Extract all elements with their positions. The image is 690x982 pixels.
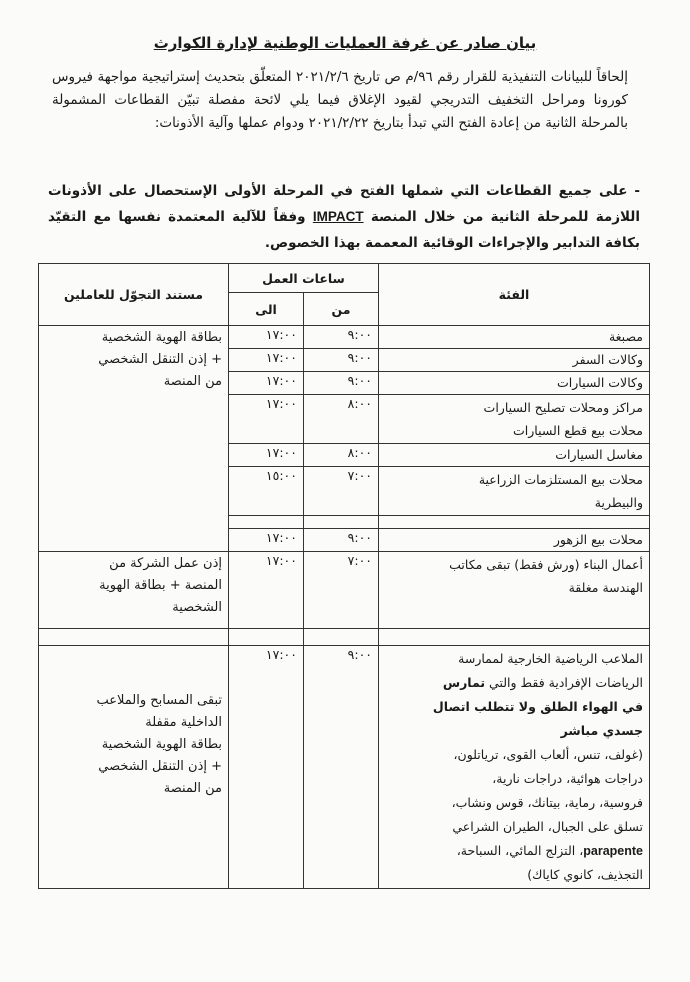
spacer-cell bbox=[304, 629, 379, 646]
table-row-sports bbox=[39, 646, 650, 889]
document-line: بطاقة الهوية الشخصية bbox=[101, 330, 222, 345]
document-line: المنصة + بطاقة الهوية bbox=[99, 578, 222, 593]
row-to-time: ١٧:٠٠ bbox=[229, 372, 304, 395]
spacer-cell bbox=[379, 629, 650, 646]
row-category bbox=[379, 395, 650, 444]
category-line: محلات بيع قطع السيارات bbox=[513, 423, 643, 438]
construction-document bbox=[39, 552, 229, 629]
impact-platform-name: IMPACT bbox=[312, 209, 364, 224]
sectors-table bbox=[38, 263, 650, 889]
header-from: من bbox=[304, 293, 379, 326]
spacer-cell bbox=[379, 516, 650, 529]
table-row bbox=[39, 326, 650, 349]
row-from-time: ٨:٠٠ bbox=[304, 444, 379, 467]
category-line: محلات بيع المستلزمات الزراعية bbox=[478, 472, 643, 487]
category-text: ، التزلج المائي، السباحة، bbox=[456, 843, 584, 858]
row-category bbox=[379, 467, 650, 516]
header-work-hours: ساعات العمل bbox=[229, 264, 379, 293]
group1-document bbox=[39, 326, 229, 552]
category-line: دراجات هوائية، دراجات نارية، bbox=[492, 771, 643, 786]
row-category: محلات بيع الزهور bbox=[379, 529, 650, 552]
row-category bbox=[379, 646, 650, 889]
table-row-spacer bbox=[39, 629, 650, 646]
document-line: + إذن التنقل الشخصي bbox=[98, 352, 222, 367]
category-line: الملاعب الرياضية الخارجية لممارسة bbox=[458, 651, 643, 666]
spacer-cell bbox=[304, 516, 379, 529]
row-from-time: ٩:٠٠ bbox=[304, 326, 379, 349]
category-text: الرياضات الإفرادية فقط والتي bbox=[489, 675, 643, 690]
document-line: إذن عمل الشركة من bbox=[109, 556, 222, 571]
category-line bbox=[385, 671, 643, 695]
row-category: وكالات السفر bbox=[379, 349, 650, 372]
document-line: من المنصة bbox=[163, 374, 222, 389]
category-line: التجذيف، كانوي كاياك) bbox=[527, 867, 643, 882]
category-line: مراكز ومحلات تصليح السيارات bbox=[483, 400, 643, 415]
category-emphasis: جسدي مباشر bbox=[560, 723, 643, 738]
notice-text-before: - على جميع القطاعات التي شملها الفتح في المرحلة الأولى الإستحصال على الأذونات اللازمة للمرحلة الثانية من خلال المنصة bbox=[48, 183, 640, 225]
row-to-time: ١٧:٠٠ bbox=[229, 395, 304, 444]
notice-text-after: وفقاً للآلية المعتمدة نفسها مع التقيّد بكافة التدابير والإجراءات الوقائية المعممة بهذا الخصوص. bbox=[48, 209, 640, 251]
row-to-time: ١٧:٠٠ bbox=[229, 529, 304, 552]
category-line: الهندسة مغلقة bbox=[568, 580, 643, 595]
row-to-time: ١٧:٠٠ bbox=[229, 349, 304, 372]
category-emphasis: في الهواء الطلق ولا تتطلب اتصال bbox=[432, 699, 643, 714]
statement-title: بيان صادر عن غرفة العمليات الوطنية لإدارة الكوارث bbox=[153, 34, 537, 52]
row-from-time: ٨:٠٠ bbox=[304, 395, 379, 444]
row-from-time: ٩:٠٠ bbox=[304, 372, 379, 395]
category-line: تسلق على الجبال، الطيران الشراعي bbox=[452, 819, 643, 834]
document-line: الداخلية مقفلة bbox=[145, 715, 222, 730]
document-line: تبقى المسابح والملاعب bbox=[96, 693, 222, 708]
row-category: مغاسل السيارات bbox=[379, 444, 650, 467]
category-line: والبيطرية bbox=[594, 495, 643, 510]
spacer-cell bbox=[229, 516, 304, 529]
spacer-cell bbox=[39, 629, 229, 646]
sports-document bbox=[39, 646, 229, 889]
row-from-time: ٧:٠٠ bbox=[304, 552, 379, 629]
document-line: من المنصة bbox=[163, 781, 222, 796]
row-to-time: ١٥:٠٠ bbox=[229, 467, 304, 516]
row-from-time: ٩:٠٠ bbox=[304, 646, 379, 889]
row-from-time: ٧:٠٠ bbox=[304, 467, 379, 516]
parapente-term: parapente bbox=[583, 844, 643, 858]
row-to-time: ١٧:٠٠ bbox=[229, 444, 304, 467]
row-category: وكالات السيارات bbox=[379, 372, 650, 395]
category-line bbox=[385, 839, 643, 863]
category-line: (غولف، تنس، ألعاب القوى، ترياتلون، bbox=[453, 747, 643, 762]
row-from-time: ٩:٠٠ bbox=[304, 349, 379, 372]
row-to-time: ١٧:٠٠ bbox=[229, 552, 304, 629]
category-line: فروسية، رماية، بيتانك، قوس ونشاب، bbox=[451, 795, 643, 810]
header-category: الفئة bbox=[379, 264, 650, 326]
header-movement-document: مستند التجوّل للعاملين bbox=[39, 264, 229, 326]
row-to-time: ١٧:٠٠ bbox=[229, 646, 304, 889]
document-line: بطاقة الهوية الشخصية bbox=[101, 737, 222, 752]
header-to: الى bbox=[229, 293, 304, 326]
row-category bbox=[379, 552, 650, 629]
category-emphasis: تمارس bbox=[442, 675, 486, 690]
phase-notice bbox=[48, 178, 640, 256]
row-category: مصبغة bbox=[379, 326, 650, 349]
intro-paragraph: إلحاقاً للبيانات التنفيذية للقرار رقم ٩٦/م ص تاريخ ٢٠٢١/٢/٦ المتعلّق بتحديث إستراتيجية مواجهة فيروس كورونا ومراحل التخفيف التدريجي لقيود الإغلاق فيما يلي لائحة مفصلة تبيّن القطاعات المشمولة بالمرحلة الثانية من إعادة الفتح التي تبدأ بتاريخ ٢٠٢١/٢/٢٢ ودوام عملها وآلية الأذونات: bbox=[52, 69, 628, 131]
row-from-time: ٩:٠٠ bbox=[304, 529, 379, 552]
category-line: أعمال البناء (ورش فقط) تبقى مكاتب bbox=[449, 557, 643, 572]
row-to-time: ١٧:٠٠ bbox=[229, 326, 304, 349]
document-line: + إذن التنقل الشخصي bbox=[98, 759, 222, 774]
document-line: الشخصية bbox=[172, 600, 222, 615]
table-row-construction bbox=[39, 552, 650, 629]
spacer-cell bbox=[229, 629, 304, 646]
